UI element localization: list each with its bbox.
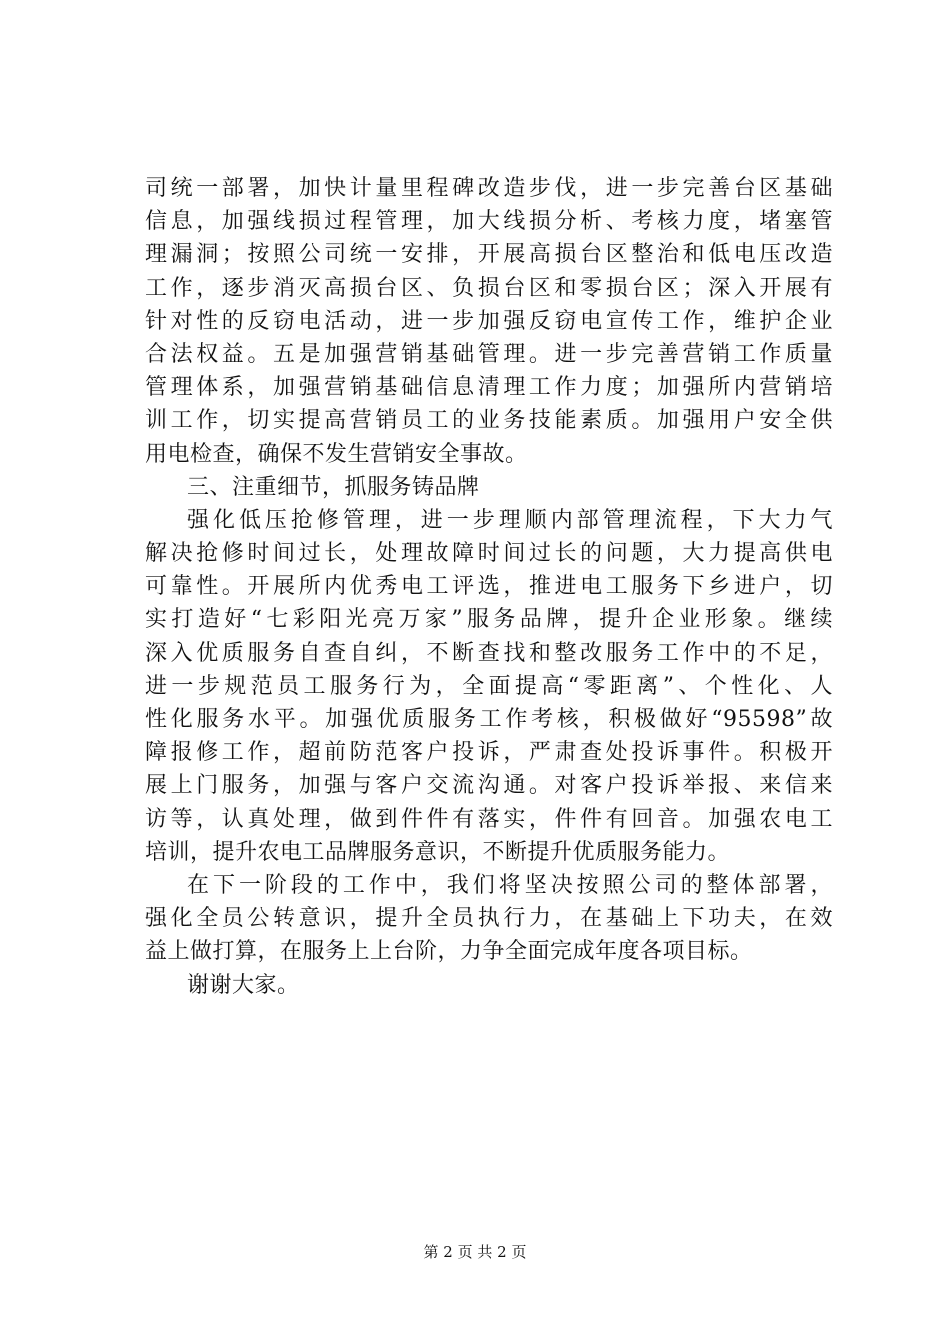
text-line-24: 益上做打算，在服务上上台阶，力争全面完成年度各项目标。	[145, 939, 753, 965]
text-line-6: 合法权益。五是加强营销基础管理。进一步完善营销工作质量	[145, 341, 833, 367]
section-heading: 三、注重细节，抓服务铸品牌	[187, 474, 480, 500]
text-line-20: 访等，认真处理，做到件件有落实，件件有回音。加强农电工	[145, 806, 833, 832]
document-body	[145, 172, 833, 1002]
text-line-18: 障报修工作，超前防范客户投诉，严肃查处投诉事件。积极开	[145, 740, 833, 766]
closing-line: 谢谢大家。	[187, 972, 300, 998]
text-line-5: 针对性的反窃电活动，进一步加强反窃电宣传工作，维护企业	[145, 308, 833, 334]
text-line-21: 培训，提升农电工品牌服务意识，不断提升优质服务能力。	[145, 839, 731, 865]
text-line-22: 在下一阶段的工作中，我们将坚决按照公司的整体部署，	[187, 872, 833, 898]
text-line-11: 强化低压抢修管理，进一步理顺内部管理流程，下大力气	[187, 507, 833, 533]
text-line-3: 理漏洞；按照公司统一安排，开展高损台区整治和低电压改造	[145, 242, 833, 268]
text-line-1: 司统一部署，加快计量里程碑改造步伐，进一步完善台区基础	[145, 176, 833, 201]
text-line-17: 性化服务水平。加强优质服务工作考核，积极做好“95598”故	[145, 707, 833, 732]
page-number-footer: 第 2 页 共 2 页	[423, 1243, 527, 1261]
text-line-13: 可靠性。开展所内优秀电工评选，推进电工服务下乡进户，切	[145, 574, 833, 600]
text-line-16: 进一步规范员工服务行为，全面提高“零距离”、个性化、人	[145, 673, 833, 699]
text-line-7: 管理体系，加强营销基础信息清理工作力度；加强所内营销培	[145, 375, 833, 401]
text-line-8: 训工作，切实提高营销员工的业务技能素质。加强用户安全供	[145, 408, 833, 434]
text-line-15: 深入优质服务自查自纠，不断查找和整改服务工作中的不足，	[145, 640, 833, 666]
text-line-12: 解决抢修时间过长，处理故障时间过长的问题，大力提高供电	[145, 541, 833, 567]
text-line-19: 展上门服务，加强与客户交流沟通。对客户投诉举报、来信来	[145, 773, 833, 799]
text-line-14: 实打造好“七彩阳光亮万家”服务品牌，提升企业形象。继续	[145, 607, 833, 633]
text-line-9: 用电检查，确保不发生营销安全事故。	[145, 441, 528, 467]
text-line-2: 信息，加强线损过程管理，加大线损分析、考核力度，堵塞管	[145, 209, 833, 235]
text-line-4: 工作，逐步消灭高损台区、负损台区和零损台区；深入开展有	[145, 275, 833, 301]
text-line-23: 强化全员公转意识，提升全员执行力，在基础上下功夫，在效	[145, 906, 833, 932]
